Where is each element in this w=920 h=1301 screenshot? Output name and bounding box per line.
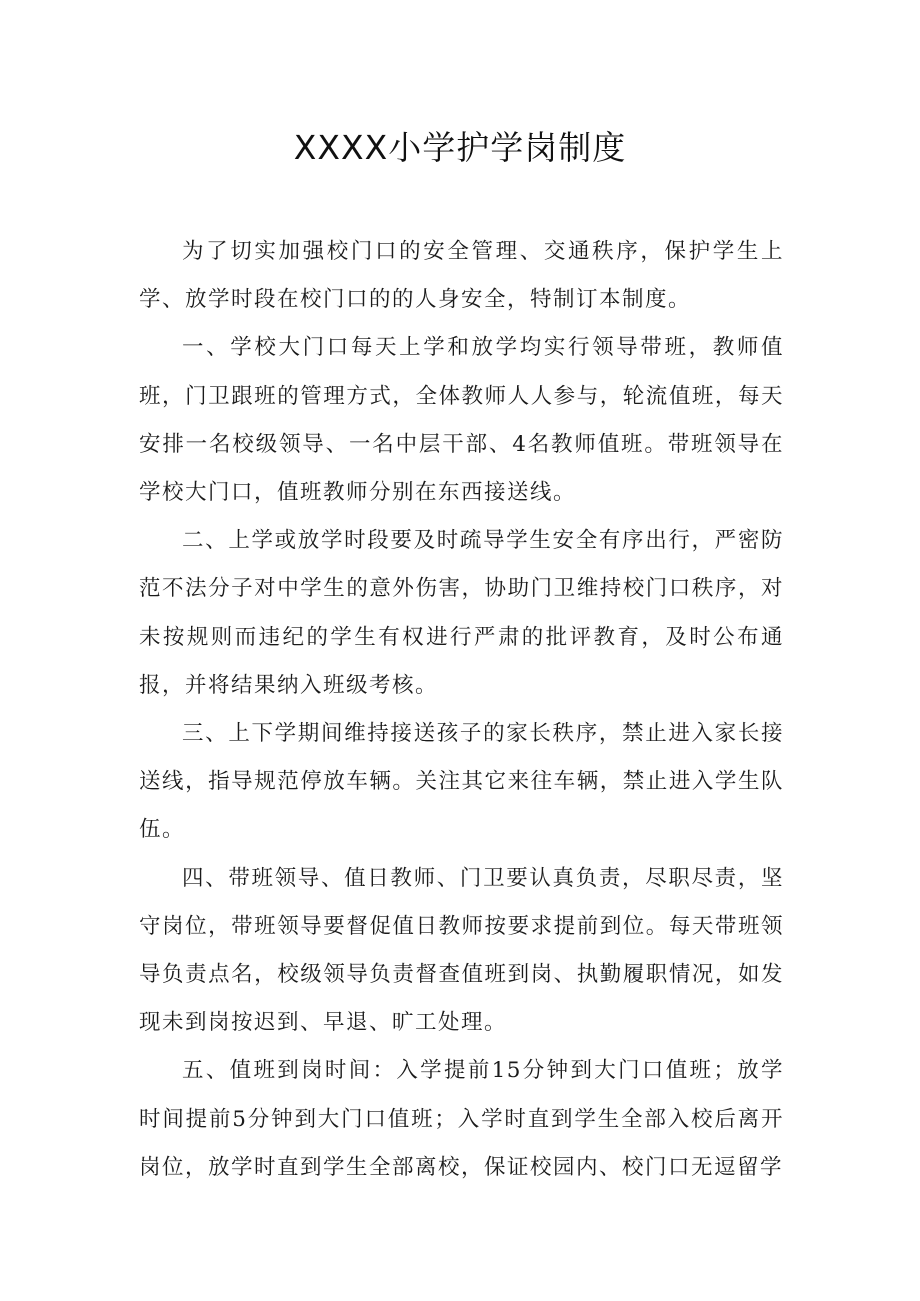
paragraph-rule-1: 一、学校大门口每天上学和放学均实行领导带班，教师值班，门卫跟班的管理方式，全体教师人人参与，轮流值班，每天安排一名校级领导、一名中层干部、4名教师值班。带班领导在学校大门口，值班教师分别在东西接送线。 (139, 335, 784, 506)
document-title: XXXX小学护学岗制度 (293, 128, 627, 167)
paragraph-rule-5: 五、值班到岗时间：入学提前15分钟到大门口值班；放学时间提前5分钟到大门口值班；入学时直到学生全部入校后离开岗位，放学时直到学生全部离校，保证校园内、校门口无逗留学 (139, 1058, 784, 1180)
paragraph-rule-4: 四、带班领导、值日教师、门卫要认真负责，尽职尽责，坚守岗位，带班领导要督促值日教师按要求提前到位。每天带班领导负责点名，校级领导负责督查值班到岗、执勤履职情况，如发现未到岗按迟到、早退、旷工处理。 (139, 865, 784, 1036)
document-body (139, 228, 784, 1192)
paragraph-intro: 为了切实加强校门口的安全管理、交通秩序，保护学生上学、放学时段在校门口的的人身安全，特制订本制度。 (139, 239, 784, 313)
paragraph-rule-3: 三、上下学期间维持接送孩子的家长秩序，禁止进入家长接送线，指导规范停放车辆。关注其它来往车辆，禁止进入学生队伍。 (139, 721, 784, 843)
paragraph-rule-2: 二、上学或放学时段要及时疏导学生安全有序出行，严密防范不法分子对中学生的意外伤害，协助门卫维持校门口秩序，对未按规则而违纪的学生有权进行严肃的批评教育，及时公布通报，并将结果纳入班级考核。 (139, 528, 784, 698)
